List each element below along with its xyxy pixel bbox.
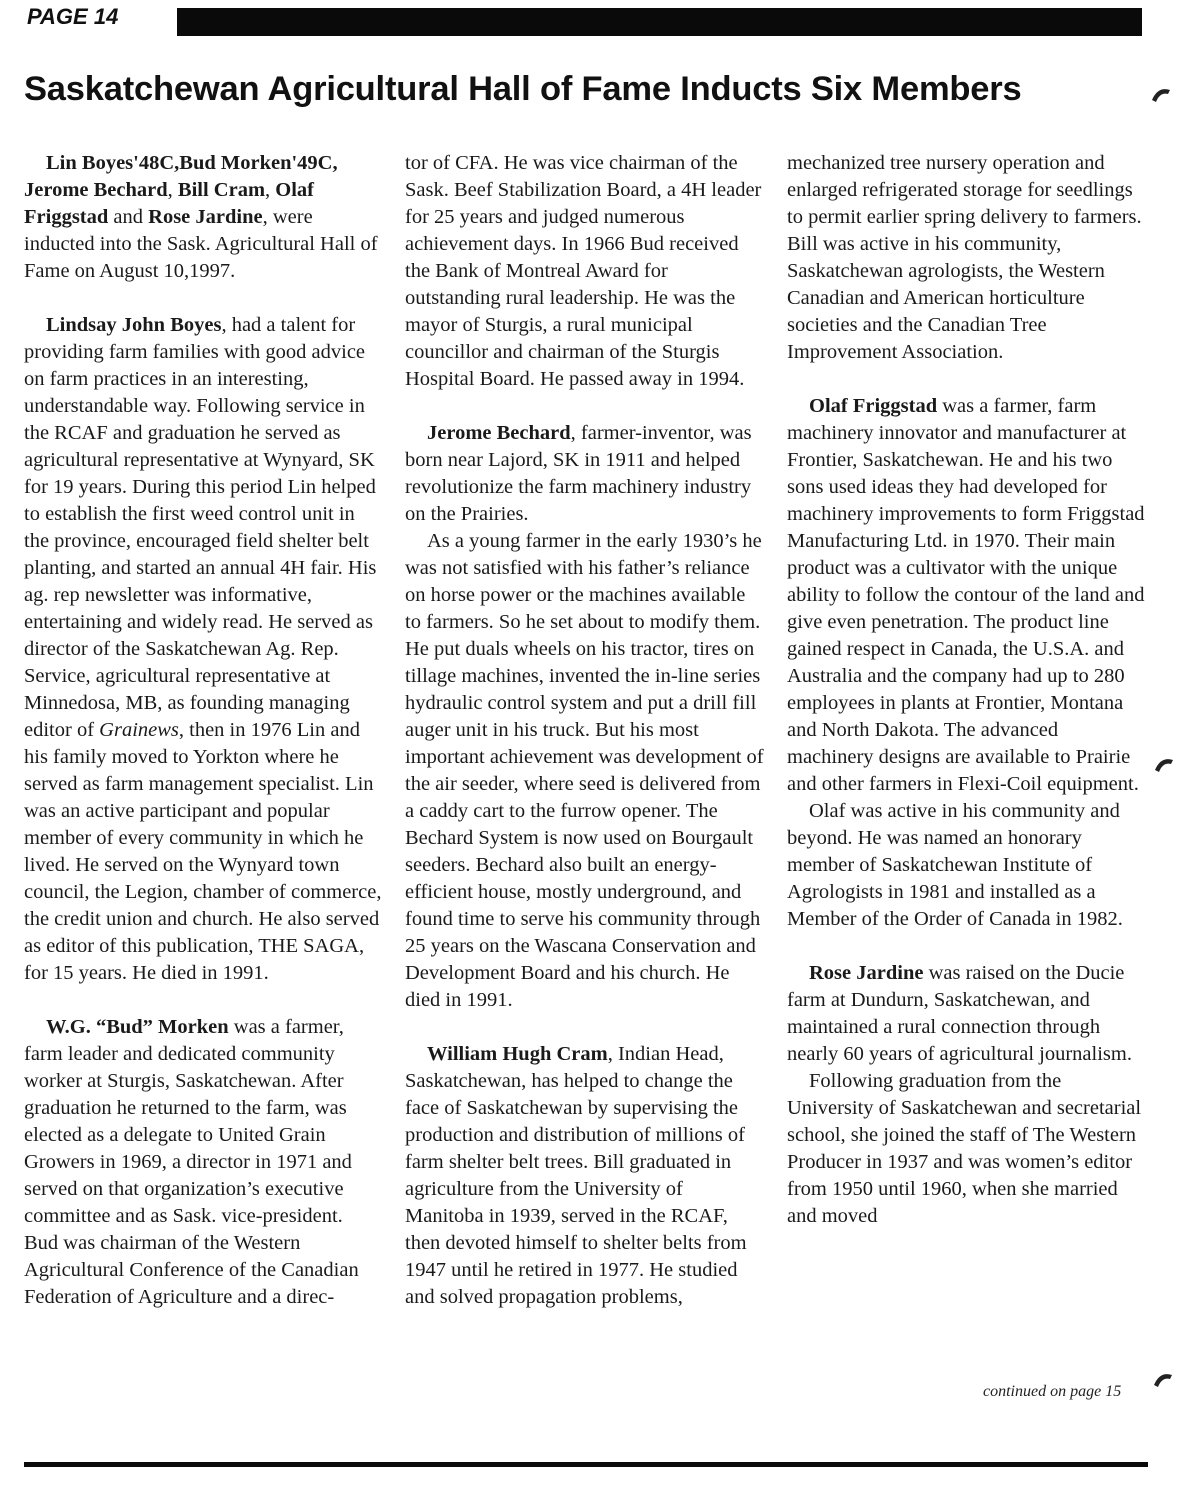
boyes-name: Lindsay John Boyes — [46, 314, 222, 336]
jardine-name: Rose Jardine — [809, 962, 924, 984]
bechard-text-a: , farmer-inventor, was born near Lajord, SK in 1911 and helped revolutionize the farm machinery industry on the Prairies. — [405, 422, 752, 525]
cram-paragraph — [405, 1041, 765, 1311]
boyes-paragraph — [24, 312, 382, 987]
article-column-2 — [405, 150, 765, 1311]
cram-paragraph-cont: mechanized tree nursery operation and enlarged refrigerated storage for seedlings to permit earlier spring delivery to farmers. Bill was active in his community, Saskatchewan agrologists, the Western Canadian and American horticulture societies and the Canadian Tree Improvement Association. — [787, 152, 1142, 363]
inductee-names-1: Lin Boyes'48C,Bud Morken'49C, — [46, 152, 338, 174]
intro-separator: , — [265, 179, 276, 201]
morken-name: W.G. “Bud” Morken — [46, 1016, 229, 1038]
friggstad-text-a: was a farmer, farm machinery innovator and manufacturer at Frontier, Saskatchewan. He and his two sons used ideas they had developed for machinery improvements to form Friggstad Manufacturing Ltd. in 1970. Their main product was a cultivator with the unique ability to follow the contour of the land and give even penetration. The product line gained respect in Canada, the U.S.A. and Australia and the company had up to 280 employees in plants at Frontier, Montana and North Dakota. The advanced machinery designs are available to Prairie and other farmers in Flexi-Coil equipment. — [787, 395, 1145, 795]
footer-rule — [24, 1462, 1148, 1467]
page-number-label: PAGE 14 — [27, 4, 119, 29]
bechard-paragraph — [405, 420, 765, 528]
boyes-text-b: , then in 1976 Lin and his family moved to Yorkton where he served as farm management specialist. Lin was an active participant and popular member of every community in which he lived. He served on the Wynyard town council, the Legion, chamber of commerce, the credit union and church. He also served as editor of this publication, THE SAGA, for 15 years. He died in 1991. — [24, 719, 382, 984]
intro-text: , were inducted into the Sask. Agricultural Hall of Fame on August 10,1997. — [24, 206, 378, 282]
friggstad-name: Olaf Friggstad — [809, 395, 938, 417]
binding-mark-icon — [1152, 1369, 1174, 1391]
jardine-paragraph-2: Following graduation from the University of Saskatchewan and secretarial school, she joined the staff of The Western Producer in 1937 and was women’s editor from 1950 until 1960, when she married and moved — [787, 1070, 1142, 1227]
morken-paragraph-cont: tor of CFA. He was vice chairman of the Sask. Beef Stabilization Board, a 4H leader for 25 years and judged numerous achievement days. In 1966 Bud received the Bank of Montreal Award for outstanding rural leadership. He was the mayor of Sturgis, a rural municipal councillor and chairman of the Sturgis Hospital Board. He passed away in 1994. — [405, 152, 762, 390]
binding-mark-icon — [1150, 84, 1172, 106]
cram-text-a: , Indian Head, Saskatchewan, has helped to change the face of Saskatchewan by supervising the production and distribution of millions of farm shelter belt trees. Bill graduated in agriculture from the University of Manitoba in 1939, served in the RCAF, then devoted himself to shelter belts from 1947 until he retired in 1977. He studied and solved propagation problems, — [405, 1043, 747, 1308]
boyes-text-a: , had a talent for providing farm families with good advice on farm practices in an interesting, understandable way. Following service in the RCAF and graduation he served as agricultural representative at Wynyard, SK for 19 years. During this period Lin helped to establish the first weed control unit in the province, encouraged field shelter belt planting, and started an annual 4H fair. His ag. rep newsletter was informative, entertaining and widely read. He served as director of the Saskatchewan Ag. Rep. Service, agricultural representative at Minnedosa, MB, as founding managing editor of — [24, 314, 377, 741]
morken-text-a: was a farmer, farm leader and dedicated community worker at Sturgis, Saskatchewan. After graduation he returned to the farm, was elected as a delegate to United Grain Growers in 1969, a director in 1971 and served on that organization’s executive committee and as Sask. vice-president. Bud was chairman of the Western Agricultural Conference of the Canadian Federation of Agriculture and a direc- — [24, 1016, 359, 1308]
article-headline: Saskatchewan Agricultural Hall of Fame Inducts Six Members — [24, 70, 1022, 108]
inductee-name-friggstad: Olaf Friggstad — [24, 179, 314, 228]
jardine-text-a: was raised on the Ducie farm at Dundurn, Saskatchewan, and maintained a rural connection through nearly 60 years of agricultural journalism. — [787, 962, 1132, 1065]
bechard-paragraph-2: As a young farmer in the early 1930’s he was not satisfied with his father’s reliance on horse power or the machines available to farmers. So he set about to modify them. He put duals wheels on his tractor, tires on tillage machines, invented the in-line series hydraulic control system and put a drill fill auger unit in his truck. But his most important achievement was development of the air seeder, where seed is delivered from a caddy cart to the furrow opener. The Bechard System is now used on Bourgault seeders. Bechard also built an energy-efficient house, mostly underground, and found time to serve his community through 25 years on the Wascana Conservation and Development Board and his church. He died in 1991. — [405, 530, 764, 1011]
inductee-name-jardine: Rose Jardine — [148, 206, 263, 228]
morken-paragraph — [24, 1014, 382, 1311]
friggstad-paragraph-2: Olaf was active in his community and beyond. He was named an honorary member of Saskatchewan Institute of Agrologists in 1981 and installed as a Member of the Order of Canada in 1982. — [787, 800, 1123, 930]
header-bar — [177, 8, 1142, 36]
inductee-name-bechard: Jerome Bechard — [24, 179, 168, 201]
grainews-title: Grainews — [99, 719, 179, 741]
intro-separator: , — [167, 179, 178, 201]
bechard-name: Jerome Bechard — [427, 422, 571, 444]
article-column-1 — [24, 150, 382, 1311]
binding-mark-icon — [1153, 754, 1175, 776]
intro-paragraph — [24, 150, 382, 285]
inductee-name-cram: Bill Cram — [177, 179, 266, 201]
article-column-3 — [787, 150, 1147, 1230]
continued-note: continued on page 15 — [983, 1383, 1122, 1400]
intro-separator: and — [108, 206, 149, 228]
cram-name: William Hugh Cram — [427, 1043, 608, 1065]
friggstad-paragraph — [787, 393, 1147, 798]
jardine-paragraph — [787, 960, 1147, 1068]
